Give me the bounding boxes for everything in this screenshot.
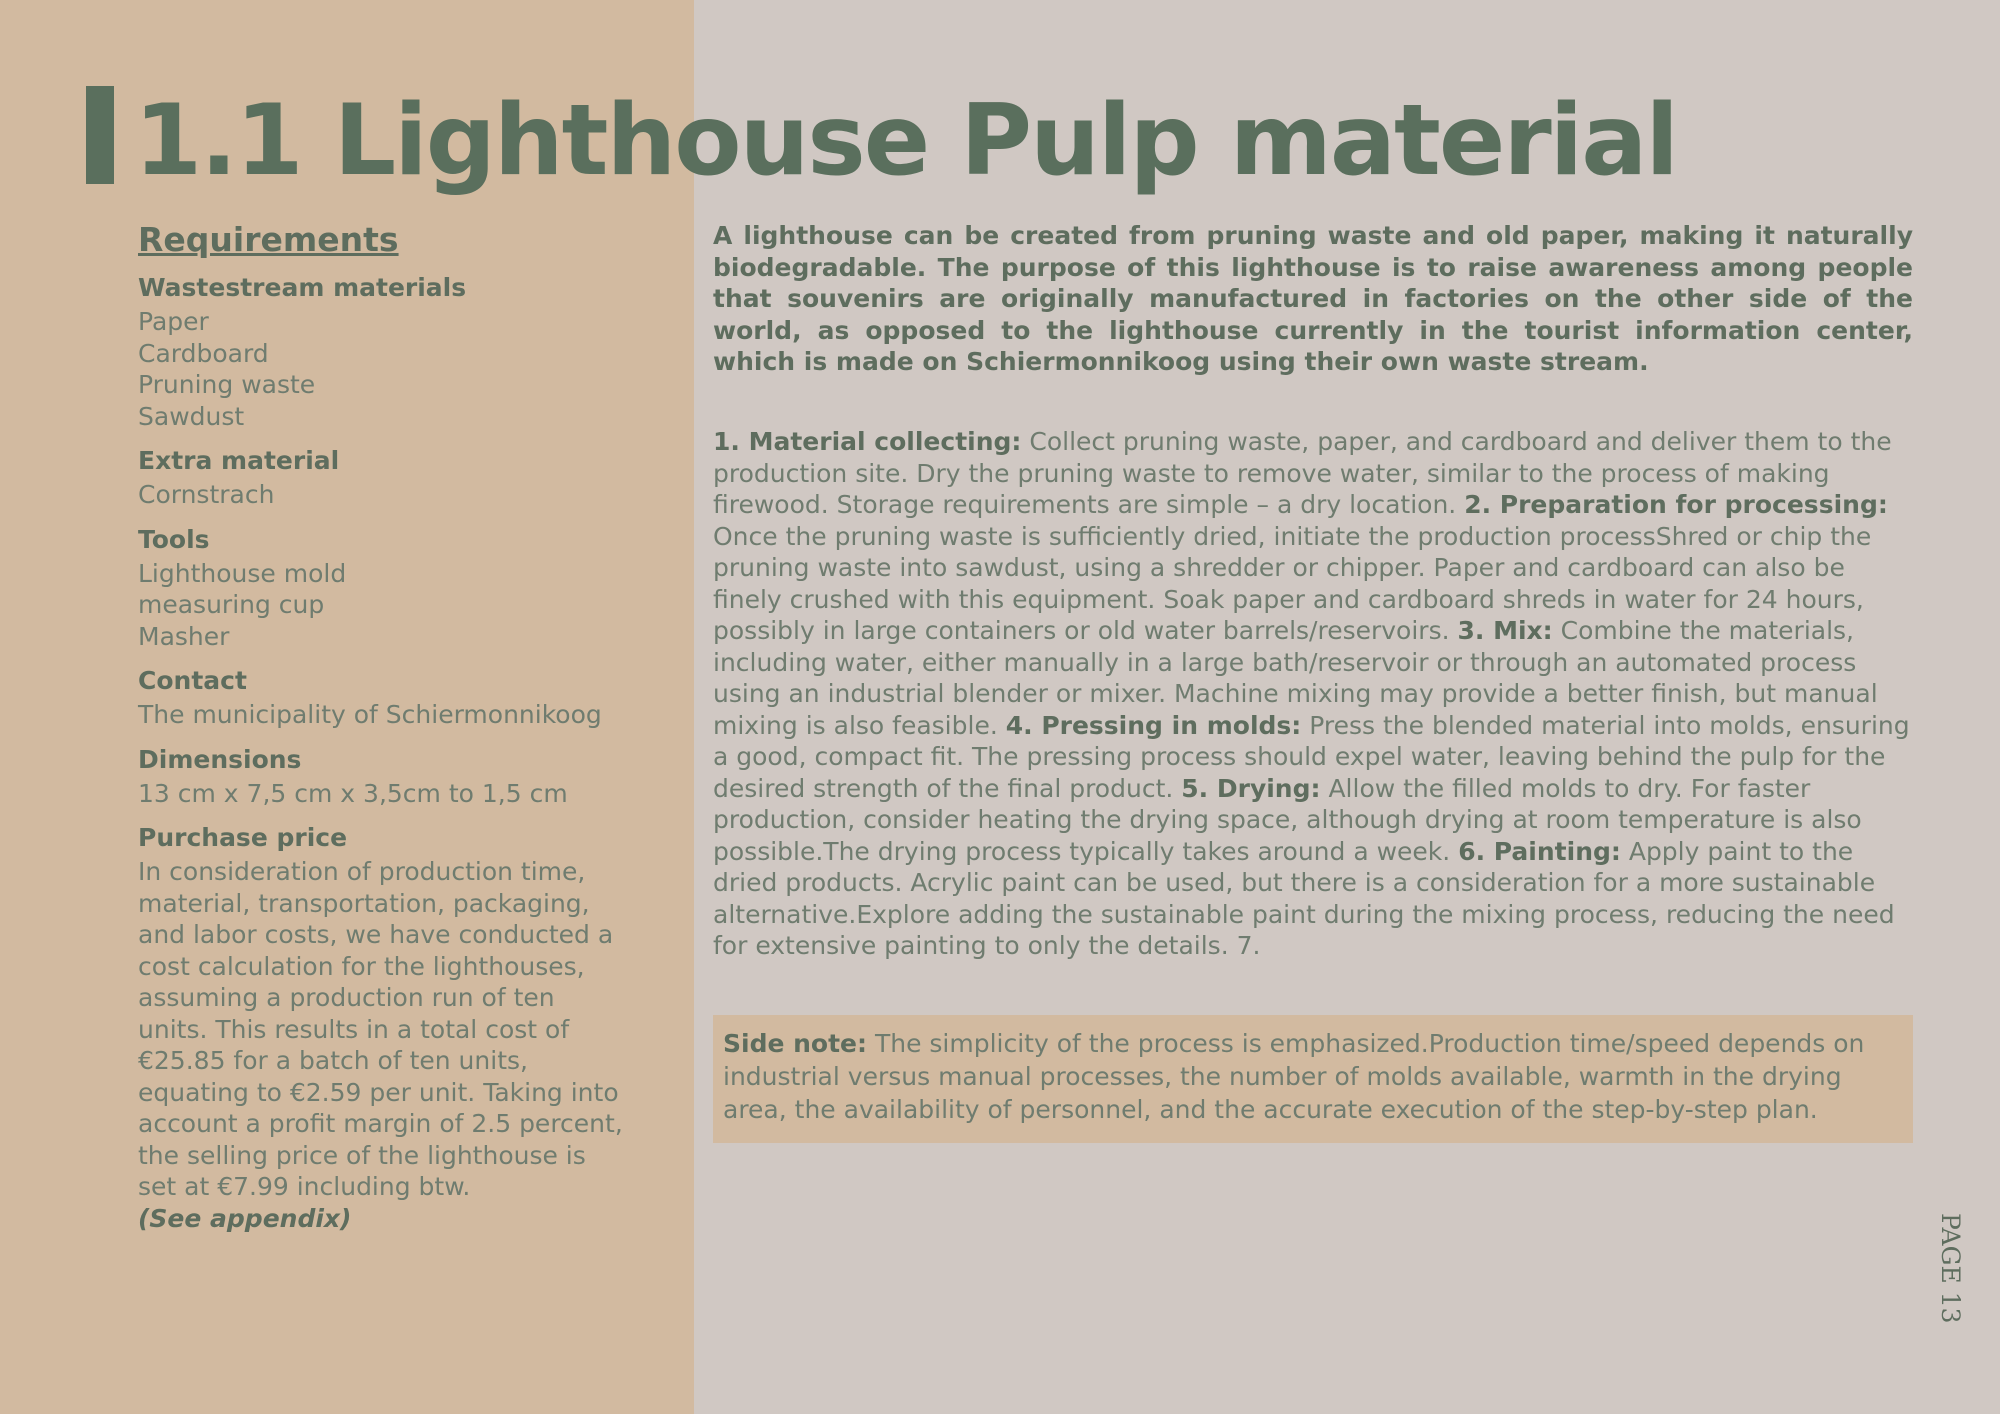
- extra-material-heading: Extra material: [138, 446, 340, 475]
- page-number: PAGE 13: [1936, 1213, 1965, 1324]
- price-line: cost calculation for the lighthouses,: [138, 951, 585, 981]
- step-label: 1. Material collecting:: [713, 427, 1022, 456]
- price-line: material, transportation, packaging,: [138, 888, 590, 918]
- price-line: account a profit margin of 2.5 percent,: [138, 1109, 623, 1138]
- step-label: 3. Mix:: [1457, 616, 1553, 645]
- wastestream-section: [138, 273, 658, 432]
- list-item: Paper: [138, 307, 209, 336]
- tools-section: [138, 525, 658, 653]
- side-note-label: Side note:: [723, 1029, 868, 1058]
- step-text: Once the pruning waste is sufficiently dried, initiate the production processShred or chip the pruning waste into sawdust, using a shredder or chipper. Paper and cardboard can also be finely crushed with this equipment. Soak paper and cardboard shreds in water for 24 hours, possibly in large containers or old water barrels/reservoirs.: [713, 521, 1872, 645]
- step-text: Combine the materials, including water, either manually in a large bath/reservoir or through an automated process using an industrial blender or mixer. Machine mixing may provide a better finish, but manual mixing is also feasible.: [713, 616, 1878, 740]
- extra-material-section: [138, 446, 658, 511]
- list-item: Pruning waste: [138, 370, 316, 399]
- title-accent-bar: [86, 86, 114, 184]
- dimensions-text: 13 cm x 7,5 cm x 3,5cm to 1,5 cm: [138, 778, 568, 808]
- step-label: 4. Pressing in molds:: [1005, 710, 1302, 740]
- page-title: 1.1 Lighthouse Pulp material: [134, 84, 1677, 198]
- side-note-body: The simplicity of the process is emphasized.Production time/speed depends on industrial versus manual processes, the number of molds available, warmth in the drying area, the availability of personnel, and the accurate execution of the step-by-step plan.: [723, 1029, 1865, 1124]
- list-item: Lighthouse mold: [138, 558, 347, 588]
- requirements-heading: Requirements: [138, 220, 399, 259]
- step-label: 6. Painting:: [1458, 836, 1621, 866]
- list-item: Cornstrach: [138, 480, 275, 509]
- tools-heading: Tools: [138, 524, 210, 554]
- price-line: In consideration of production time,: [138, 857, 586, 886]
- price-line: set at €7.99 including btw.: [138, 1172, 471, 1201]
- list-item: Sawdust: [138, 401, 245, 431]
- dimensions-heading: Dimensions: [138, 744, 302, 774]
- price-line: €25.85 for a batch of ten units,: [138, 1046, 528, 1075]
- price-line: units. This results in a total cost of: [138, 1014, 570, 1044]
- wastestream-heading: Wastestream materials: [138, 273, 467, 302]
- contact-heading: Contact: [138, 666, 247, 695]
- price-line: the selling price of the lighthouse is: [138, 1140, 586, 1170]
- price-line: assuming a production run of ten: [138, 983, 555, 1012]
- price-line: and labor costs, we have conducted a: [138, 920, 614, 949]
- purchase-price-section: [138, 823, 658, 1234]
- list-item: measuring cup: [138, 590, 325, 619]
- price-line: equating to €2.59 per unit. Taking into: [138, 1077, 619, 1107]
- intro-paragraph: A lighthouse can be created from pruning waste and old paper, making it naturally biodegradable. The purpose of this lighthouse is to raise awareness among people that souvenirs are originally manufactured in factories on the other side of the world, as opposed to the lighthouse currently in the tourist information center, which is made on Schiermonnikoog using their own waste stream.: [713, 221, 1913, 376]
- list-item: Masher: [138, 621, 230, 651]
- contact-section: [138, 666, 658, 731]
- step-text: Allow the filled molds to dry. For faster production, consider heating the drying space, although drying at room temperature is also possible.The drying process typically takes around a week.: [713, 773, 1862, 866]
- appendix-note: (See appendix): [138, 1203, 352, 1233]
- process-steps: [713, 426, 1913, 962]
- step-text: Press the blended material into molds, ensuring a good, compact fit. The pressing process should expel water, leaving behind the pulp for the desired strength of the final product.: [713, 710, 1910, 803]
- step-text: Collect pruning waste, paper, and cardboard and deliver them to the production site. Dry the pruning waste to remove water, similar to the process of making firewood. Storage requirements are simple – a dry location.: [713, 427, 1892, 519]
- side-note-box: [713, 1015, 1913, 1143]
- step-label: 5. Drying:: [1181, 773, 1321, 803]
- step-text: Apply paint to the dried products. Acrylic paint can be used, but there is a consideration for a more sustainable alternative.Explore adding the sustainable paint during the mixing process, reducing the need for extensive painting to only the details. 7.: [713, 836, 1895, 960]
- dimensions-section: [138, 745, 658, 810]
- purchase-price-heading: Purchase price: [138, 823, 348, 852]
- contact-text: The municipality of Schiermonnikoog: [138, 700, 602, 729]
- side-note-text: [723, 1027, 1903, 1126]
- step-label: 2. Preparation for processing:: [1464, 490, 1888, 519]
- requirements-panel: [138, 220, 658, 1248]
- list-item: Cardboard: [138, 338, 269, 368]
